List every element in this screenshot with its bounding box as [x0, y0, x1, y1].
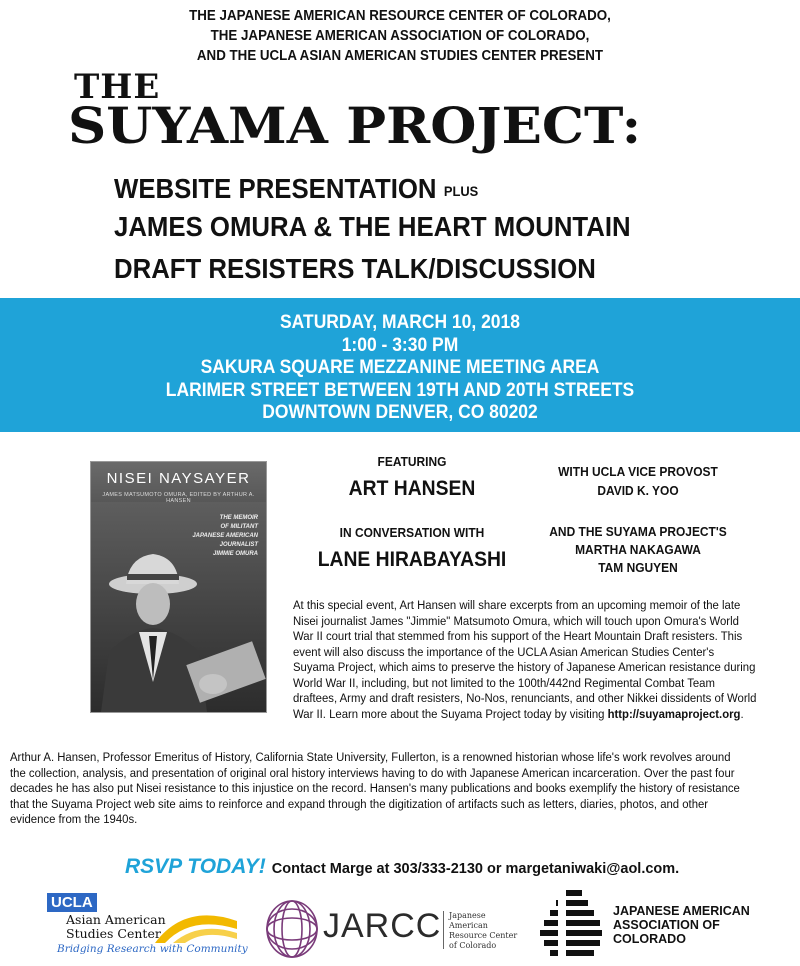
- jaac-name: [613, 904, 750, 946]
- featuring-label: FEATURING: [377, 454, 447, 469]
- presenter-line: THE JAPANESE AMERICAN ASSOCIATION OF COLORADO,: [210, 28, 590, 44]
- book-cover-image: [90, 461, 267, 713]
- project-url-link[interactable]: http://suyamaproject.org: [607, 706, 741, 721]
- rsvp-contact: Contact Marge at 303/333-2130 or margetaniwaki@aol.com.: [271, 861, 680, 877]
- title-the: THE: [74, 67, 161, 107]
- book-subtitle: [178, 514, 258, 559]
- book-subtitle-line: JAPANESE AMERICAN: [192, 533, 258, 539]
- description-text: At this special event, Art Hansen will share excerpts from an upcoming memoir of the late Nisei journalist James "Jimmie" Matsumoto Omura, which will touch upon Omura's World War II court trial that stemmed from his support of the Heart Mountain Draft resisters. This event will also discuss the importance of the UCLA Asian American Studies Center's Suyama Project, which aims to preserve the history of Japanese American resistance during World War II, including, but not limited to the 100th/442nd Regimental Combat Team draftees, Army and draft resisters, No-Nos, renunciants, and other Nikkei dissidents of World War II. Learn more about the Suyama Project today by visiting: [293, 598, 757, 721]
- jarcc-name-line: of Colorado: [449, 941, 497, 950]
- subtitle-line-3: DRAFT RESISTERS TALK/DISCUSSION: [114, 253, 596, 284]
- ucla-arc-icon: [155, 907, 237, 943]
- book-subtitle-line: OF MILITANT: [220, 524, 258, 530]
- book-subtitle-line: THE MEMOIR: [219, 515, 258, 521]
- jarcc-logo: [265, 897, 525, 962]
- subtitle-text: WEBSITE PRESENTATION: [114, 173, 437, 204]
- book-subtitle-line: JIMMIE OMURA: [213, 551, 258, 557]
- event-time: 1:00 - 3:30 PM: [341, 334, 459, 356]
- ucla-box: UCLA: [47, 893, 97, 912]
- jarcc-full-name: [449, 911, 525, 951]
- conversation-speaker: LANE HIRABAYASHI: [317, 548, 507, 571]
- event-description: [293, 598, 758, 722]
- description-end: .: [740, 706, 744, 721]
- jaac-name-line: ASSOCIATION OF: [613, 918, 720, 932]
- book-subtitle-line: JOURNALIST: [219, 542, 258, 548]
- jarcc-name-line: Resource Center: [449, 931, 518, 940]
- ucla-aasc-logo: [47, 893, 248, 963]
- event-street: LARIMER STREET BETWEEN 19TH AND 20TH STREETS: [165, 379, 635, 401]
- ucla-center-name: [66, 913, 166, 941]
- rsvp-heading: RSVP TODAY!: [125, 855, 266, 878]
- presenter-line: AND THE UCLA ASIAN AMERICAN STUDIES CENTER PRESENT: [196, 48, 604, 64]
- jarcc-divider: [443, 911, 444, 949]
- rsvp-line: [125, 855, 679, 879]
- project-label: AND THE SUYAMA PROJECT'S: [549, 524, 727, 539]
- event-date: SATURDAY, MARCH 10, 2018: [280, 312, 520, 333]
- vice-provost-label: WITH UCLA VICE PROVOST: [558, 464, 718, 479]
- event-city: DOWNTOWN DENVER, CO 80202: [262, 402, 538, 423]
- book-title: NISEI NAYSAYER: [106, 470, 251, 487]
- jarcc-name-line: Japanese American: [449, 911, 488, 930]
- jaac-logo: [540, 890, 800, 960]
- jaac-name-line: COLORADO: [613, 932, 686, 946]
- speaker-bio: Arthur A. Hansen, Professor Emeritus of History, California State University, Fullerton, is a renowned historian whose life's work revolves around the collection, analysis, and presentation of original oral history interviews having to do with Japanese American incarceration. Over the past four decades he has also put Nisei resistance to this injustice on the record. Hansen's many publications and books exemplify the history of resistance that the Suyama Project web site aims to reinforce and expand through the digitization of artifacts such as letters, diaries, photos, and other evidence from the 1940s.: [10, 750, 740, 826]
- jaac-name-line: JAPANESE AMERICAN: [613, 904, 750, 918]
- presenter-line: THE JAPANESE AMERICAN RESOURCE CENTER OF COLORADO,: [189, 8, 611, 24]
- event-venue: SAKURA SQUARE MEZZANINE MEETING AREA: [200, 357, 600, 378]
- project-member: MARTHA NAKAGAWA: [575, 542, 701, 557]
- vice-provost-name: DAVID K. YOO: [597, 483, 679, 498]
- ucla-name-line: Studies Center: [66, 926, 161, 941]
- ucla-tagline: Bridging Research with Community: [57, 943, 248, 955]
- subtitle-line-2: JAMES OMURA & THE HEART MOUNTAIN: [114, 211, 631, 242]
- presenters-heading: [32, 6, 768, 66]
- jaac-emblem-icon: [540, 890, 608, 960]
- jarcc-emblem-icon: [265, 899, 319, 959]
- subtitle-plus: PLUS: [443, 182, 479, 199]
- book-authors: JAMES MATSUMOTO OMURA, EDITED BY ARTHUR A. HANSEN: [102, 492, 255, 504]
- conversation-label: IN CONVERSATION WITH: [339, 525, 485, 540]
- event-details-band: [0, 298, 800, 432]
- project-member: TAM NGUYEN: [598, 560, 678, 575]
- subtitle-line-1: [114, 172, 478, 208]
- jarcc-wordmark: JARCC: [323, 907, 442, 945]
- ucla-name-line: Asian American: [66, 912, 166, 927]
- featured-speaker: ART HANSEN: [348, 477, 476, 500]
- page-title: SUYAMA PROJECT:: [68, 96, 642, 155]
